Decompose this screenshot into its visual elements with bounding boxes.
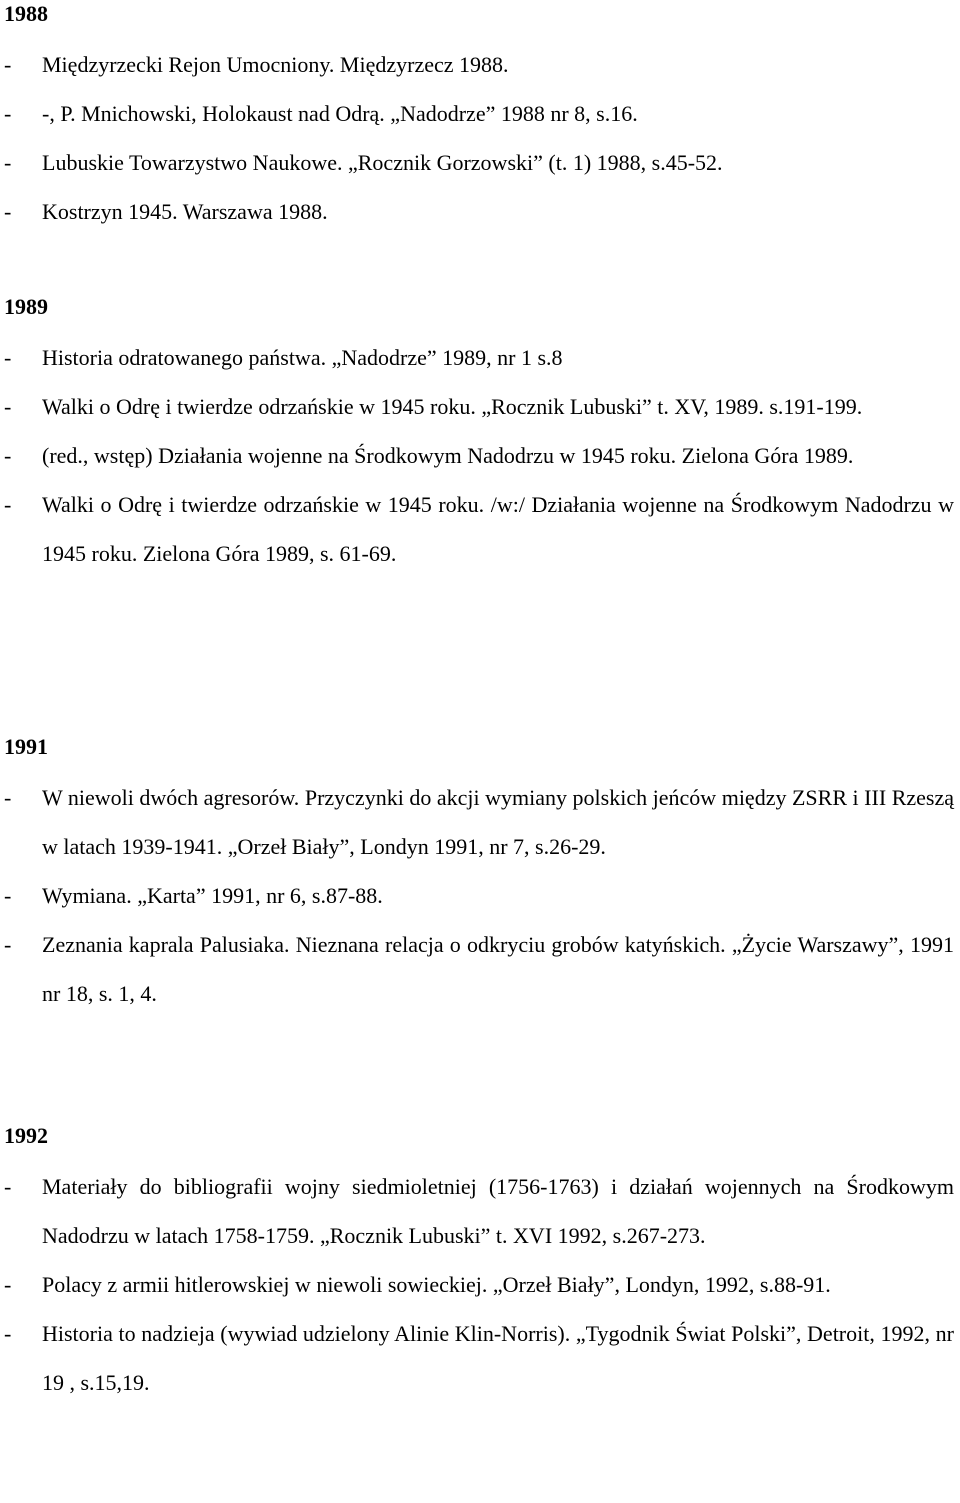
list-item — [0, 40, 960, 89]
section-1992 — [0, 1122, 960, 1407]
list-item — [0, 431, 960, 480]
entry-text: Historia odratowanego państwa. „Nadodrze” 1989, nr 1 s.8 — [42, 345, 563, 370]
section-1991 — [0, 733, 960, 1018]
list-item — [0, 773, 960, 871]
bullet-dash: - — [4, 785, 12, 810]
entry-text: Międzyrzecki Rejon Umocniony. Międzyrzecz 1988. — [42, 52, 509, 77]
year-heading: 1989 — [4, 294, 48, 319]
entry-text: Polacy z armii hitlerowskiej w niewoli sowieckiej. „Orzeł Biały”, Londyn, 1992, s.88-91. — [42, 1272, 831, 1297]
list-item — [0, 187, 960, 236]
entry-text: Historia to nadzieja (wywiad udzielony Alinie Klin-Norris). „Tygodnik Świat Polski”, Detroit, 1992, nr 19 , s.15,19. — [42, 1321, 954, 1395]
entry-text: Kostrzyn 1945. Warszawa 1988. — [42, 199, 328, 224]
list-item — [0, 480, 960, 578]
bullet-dash: - — [4, 345, 12, 370]
entry-text: Zeznania kaprala Palusiaka. Nieznana relacja o odkryciu grobów katyńskich. „Życie Warszawy”, 1991 nr 18, s. 1, 4. — [42, 932, 954, 1006]
entry-text: Materiały do bibliografii wojny siedmioletniej (1756-1763) i działań wojennych na Środkowym Nadodrzu w latach 1758-1759. „Rocznik Lubuski” t. XVI 1992, s.267-273. — [42, 1174, 954, 1248]
bullet-dash: - — [4, 101, 12, 126]
entry-text: W niewoli dwóch agresorów. Przyczynki do akcji wymiany polskich jeńców między ZSRR i III Rzeszą w latach 1939-1941. „Orzeł Biały”, Londyn 1991, nr 7, s.26-29. — [42, 785, 954, 859]
list-item — [0, 382, 960, 431]
list-item — [0, 138, 960, 187]
list-item — [0, 89, 960, 138]
list-item — [0, 920, 960, 1018]
bullet-dash: - — [4, 1174, 12, 1199]
entry-text: Wymiana. „Karta” 1991, nr 6, s.87-88. — [42, 883, 383, 908]
bullet-dash: - — [4, 932, 12, 957]
bullet-dash: - — [4, 150, 12, 175]
entry-text: Walki o Odrę i twierdze odrzańskie w 1945 roku. /w:/ Działania wojenne na Środkowym Nadodrzu w 1945 roku. Zielona Góra 1989, s. 61-69. — [42, 492, 954, 566]
bullet-dash: - — [4, 492, 12, 517]
entry-text: -, P. Mnichowski, Holokaust nad Odrą. „Nadodrze” 1988 nr 8, s.16. — [42, 101, 638, 126]
section-1989 — [0, 293, 960, 578]
year-heading: 1988 — [4, 1, 48, 26]
bullet-dash: - — [4, 443, 12, 468]
section-1988 — [0, 0, 960, 236]
list-item — [0, 1309, 960, 1407]
year-heading: 1991 — [4, 734, 48, 759]
bullet-dash: - — [4, 199, 12, 224]
bullet-dash: - — [4, 52, 12, 77]
list-item — [0, 333, 960, 382]
entry-text: (red., wstęp) Działania wojenne na Środkowym Nadodrzu w 1945 roku. Zielona Góra 1989. — [42, 443, 854, 468]
entry-text: Walki o Odrę i twierdze odrzańskie w 1945 roku. „Rocznik Lubuski” t. XV, 1989. s.191-199. — [42, 394, 863, 419]
list-item — [0, 1260, 960, 1309]
bullet-dash: - — [4, 394, 12, 419]
entry-text: Lubuskie Towarzystwo Naukowe. „Rocznik Gorzowski” (t. 1) 1988, s.45-52. — [42, 150, 723, 175]
year-heading: 1992 — [4, 1123, 48, 1148]
bullet-dash: - — [4, 883, 12, 908]
list-item — [0, 871, 960, 920]
list-item — [0, 1162, 960, 1260]
bullet-dash: - — [4, 1321, 12, 1346]
bullet-dash: - — [4, 1272, 12, 1297]
